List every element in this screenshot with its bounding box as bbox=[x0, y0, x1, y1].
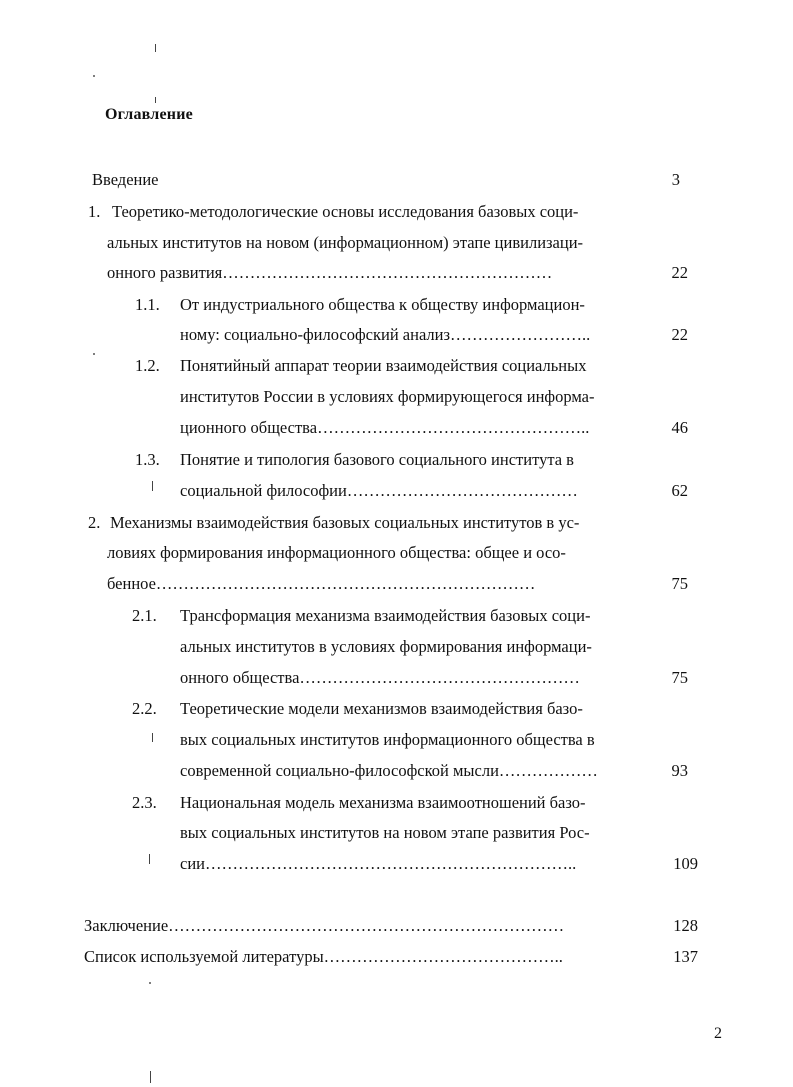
entry-page: 109 bbox=[673, 854, 698, 873]
scan-dot bbox=[93, 353, 95, 355]
entry-page: 22 bbox=[671, 263, 688, 282]
entry-line: Национальная модель механизма взаимоотношений базо- bbox=[180, 793, 586, 812]
entry-page: 62 bbox=[671, 481, 688, 500]
scan-mark bbox=[155, 97, 156, 103]
entry-label: Заключение……………………………………………………………… bbox=[84, 916, 565, 935]
entry-page: 46 bbox=[671, 418, 688, 437]
scan-dot bbox=[93, 75, 95, 77]
scan-mark bbox=[152, 481, 153, 491]
entry-page: 128 bbox=[673, 916, 698, 935]
section-number: 2.2. bbox=[132, 699, 157, 718]
scan-mark bbox=[150, 1071, 151, 1083]
chapter-number: 2. bbox=[88, 513, 101, 532]
scan-dot bbox=[149, 982, 151, 984]
entry-line: ловиях формирования информационного общества: общее и осо- bbox=[107, 543, 566, 562]
chapter-number: 1. bbox=[88, 202, 101, 221]
entry-label: Введение bbox=[92, 170, 159, 189]
entry-line: современной социально-философской мысли……………… bbox=[180, 761, 598, 780]
entry-line: институтов России в условиях формирующегося информа- bbox=[180, 387, 595, 406]
scan-mark bbox=[155, 44, 156, 52]
section-number: 2.3. bbox=[132, 793, 157, 812]
entry-page: 75 bbox=[671, 668, 688, 687]
entry-line: альных институтов на новом (информационном) этапе цивилизаци- bbox=[107, 233, 584, 252]
entry-label: Список используемой литературы…………………………………….. bbox=[84, 947, 563, 966]
scan-mark bbox=[149, 854, 150, 864]
page-number: 2 bbox=[714, 1025, 722, 1042]
entry-page: 22 bbox=[671, 325, 688, 344]
entry-line: бенное…………………………………………………………… bbox=[107, 574, 536, 593]
entry-line: вых социальных институтов информационного общества в bbox=[180, 730, 595, 749]
entry-line: вых социальных институтов на новом этапе развития Рос- bbox=[180, 823, 590, 842]
entry-line: альных институтов в условиях формирования информаци- bbox=[180, 637, 592, 656]
section-number: 1.2. bbox=[135, 356, 160, 375]
entry-line: социальной философии…………………………………… bbox=[180, 481, 578, 500]
entry-line: сии………………………………………………………….. bbox=[180, 854, 577, 873]
entry-page: 137 bbox=[673, 947, 698, 966]
section-number: 1.3. bbox=[135, 450, 160, 469]
entry-line: От индустриального общества к обществу информацион- bbox=[180, 295, 585, 314]
toc-heading: Оглавление bbox=[105, 106, 193, 123]
section-number: 2.1. bbox=[132, 606, 157, 625]
entry-line: онного развития…………………………………………………… bbox=[107, 263, 553, 282]
entry-line: Трансформация механизма взаимодействия базовых соци- bbox=[180, 606, 591, 625]
entry-line: Теоретические модели механизмов взаимодействия базо- bbox=[180, 699, 583, 718]
entry-line: ному: социально-философский анализ…………………….. bbox=[180, 325, 591, 344]
entry-line: онного общества…………………………………………… bbox=[180, 668, 580, 687]
entry-line: Теоретико-методологические основы исследования базовых соци- bbox=[112, 202, 579, 221]
entry-page: 75 bbox=[671, 574, 688, 593]
section-number: 1.1. bbox=[135, 295, 160, 314]
entry-line: ционного общества………………………………………….. bbox=[180, 418, 590, 437]
entry-page: 93 bbox=[671, 761, 688, 780]
entry-page: 3 bbox=[671, 170, 680, 189]
entry-line: Понятие и типология базового социального института в bbox=[180, 450, 574, 469]
scan-mark bbox=[152, 733, 153, 742]
entry-line: Механизмы взаимодействия базовых социальных институтов в ус- bbox=[110, 513, 580, 532]
entry-line: Понятийный аппарат теории взаимодействия социальных bbox=[180, 356, 587, 375]
